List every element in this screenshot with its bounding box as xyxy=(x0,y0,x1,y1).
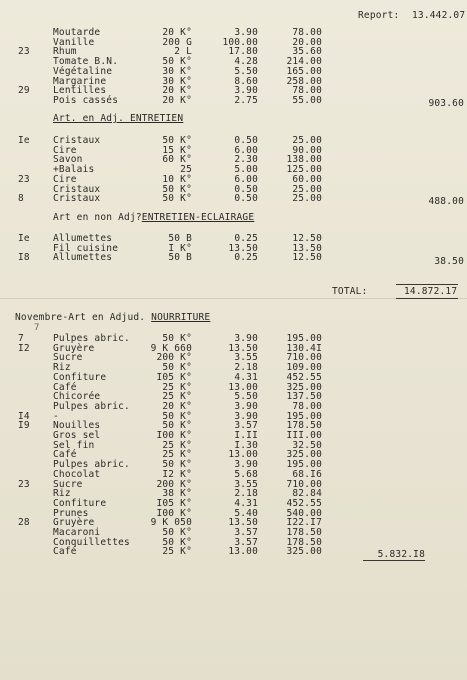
subtotal-rule-nourriture xyxy=(363,560,425,561)
row-total: 178.50 xyxy=(286,527,322,538)
row-item: +Balais xyxy=(53,164,95,176)
row-total: 68.I6 xyxy=(292,468,322,480)
row-price: 13.50 xyxy=(228,342,258,354)
row-price: 8.60 xyxy=(234,75,258,87)
row-qty: 200 G xyxy=(162,36,192,48)
row-qty: 50 K° xyxy=(162,459,192,471)
row-total: 25.00 xyxy=(292,183,322,195)
row-price: 2.30 xyxy=(234,154,258,166)
row-day: 8 xyxy=(18,193,24,205)
row-total: 178.50 xyxy=(286,536,322,548)
row-qty: 200 K° xyxy=(156,352,192,364)
row-total: 20.00 xyxy=(292,36,322,48)
row-price: 13.00 xyxy=(228,449,258,461)
row-day: 7 xyxy=(18,333,24,344)
row-qty: 60 K° xyxy=(162,154,192,166)
row-item: Tomate B.N. xyxy=(53,56,119,68)
row-qty: I05 K° xyxy=(156,371,192,383)
row-total: 540.00 xyxy=(286,507,322,519)
row-qty: I00 K° xyxy=(156,430,192,441)
row-item: Conquillettes xyxy=(53,536,130,548)
row-price: 3.90 xyxy=(234,410,258,422)
row-price: 5.40 xyxy=(234,507,258,519)
row-item: Végétaline xyxy=(53,65,113,77)
row-qty: 50 K° xyxy=(162,420,192,432)
row-item: Gros sel xyxy=(53,430,101,441)
row-total: 55.00 xyxy=(292,94,322,106)
row-total: 165.00 xyxy=(286,65,322,77)
row-total: 25.00 xyxy=(292,135,322,146)
row-item: Macaroni xyxy=(53,527,101,538)
row-item: Cristaux xyxy=(53,193,101,205)
row-total: 325.00 xyxy=(286,381,322,393)
row-qty: 10 K° xyxy=(162,173,192,185)
grand-total-value: 14.872.17 xyxy=(404,286,458,297)
row-item: Nouilles xyxy=(53,420,101,432)
row-qty: 50 B xyxy=(168,252,192,264)
row-qty: 25 K° xyxy=(162,546,192,558)
row-price: 2.18 xyxy=(234,488,258,500)
section-subtotal: 38.50 xyxy=(434,256,464,267)
row-price: 3.55 xyxy=(234,352,258,364)
row-item: Sucre xyxy=(53,352,83,364)
row-price: 100.00 xyxy=(222,36,258,48)
row-price: 0.50 xyxy=(234,183,258,195)
row-total: 130.4I xyxy=(286,342,322,354)
row-item: Chocolat xyxy=(53,468,101,480)
row-qty: 20 K° xyxy=(162,85,192,97)
row-price: 0.50 xyxy=(234,135,258,146)
row-price: 0.25 xyxy=(234,233,258,244)
row-price: 5.50 xyxy=(234,65,258,77)
total-rule-top xyxy=(396,284,458,285)
report-value: 13.442.07 xyxy=(412,10,466,21)
section-entretien-heading xyxy=(53,114,183,124)
heading-prefix: Art. en Adj. xyxy=(53,113,125,124)
row-item: Allumettes xyxy=(53,233,113,244)
row-total: 195.00 xyxy=(286,333,322,344)
row-price: 17.80 xyxy=(228,46,258,58)
row-total: 138.00 xyxy=(286,154,322,166)
row-total: 325.00 xyxy=(286,546,322,558)
row-item: Cristaux xyxy=(53,183,101,195)
row-day: Ie xyxy=(18,135,30,146)
row-qty: I K° xyxy=(168,242,192,254)
row-total: 12.50 xyxy=(292,233,322,244)
row-qty: 15 K° xyxy=(162,144,192,156)
row-total: 78.00 xyxy=(292,27,322,38)
row-total: 214.00 xyxy=(286,56,322,68)
row-total: 90.00 xyxy=(292,144,322,156)
row-total: 710.00 xyxy=(286,478,322,490)
row-qty: 25 K° xyxy=(162,449,192,461)
row-day: 23 xyxy=(18,46,30,58)
row-price: 3.90 xyxy=(234,85,258,97)
row-price: 4.31 xyxy=(234,497,258,509)
row-qty: 20 K° xyxy=(162,27,192,38)
row-total: 60.00 xyxy=(292,173,322,185)
row-item: Pulpes abric. xyxy=(53,400,130,412)
row-qty: 50 K° xyxy=(162,183,192,195)
section-eclairage-heading xyxy=(53,213,254,223)
row-item: Prunes xyxy=(53,507,89,519)
row-price: 5.68 xyxy=(234,468,258,480)
row-price: 3.90 xyxy=(234,27,258,38)
heading-title: NOURRITURE xyxy=(151,312,211,323)
row-day: 29 xyxy=(18,85,30,97)
row-day: 23 xyxy=(18,478,30,490)
row-total: 78.00 xyxy=(292,400,322,412)
row-item: Pois cassés xyxy=(53,94,119,106)
row-item: Confiture xyxy=(53,497,107,509)
row-day: I8 xyxy=(18,252,30,264)
row-qty: 2 L xyxy=(174,46,192,58)
row-price: 13.00 xyxy=(228,381,258,393)
row-item: Cristaux xyxy=(53,135,101,146)
row-price: I.30 xyxy=(234,439,258,451)
row-qty: 50 K° xyxy=(162,56,192,68)
row-price: 6.00 xyxy=(234,144,258,156)
row-price: 3.90 xyxy=(234,333,258,344)
row-price: 3.90 xyxy=(234,459,258,471)
row-total: 137.50 xyxy=(286,391,322,403)
row-qty: 50 K° xyxy=(162,536,192,548)
section-subtotal: 488.00 xyxy=(428,196,464,207)
row-price: 4.31 xyxy=(234,371,258,383)
heading-prefix: Novembre-Art en Adjud. xyxy=(15,312,146,323)
row-total: 325.00 xyxy=(286,449,322,461)
row-price: 3.57 xyxy=(234,536,258,548)
heading-prefix: Art en non Adj? xyxy=(53,212,142,223)
row-qty: 50 K° xyxy=(162,410,192,422)
row-total: 25.00 xyxy=(292,193,322,205)
row-price: 13.50 xyxy=(228,242,258,254)
row-day: Ie xyxy=(18,233,30,244)
row-total: III.00 xyxy=(286,430,322,441)
row-day: 28 xyxy=(18,517,30,529)
heading-title: ENTRETIEN xyxy=(129,113,184,124)
row-price: I.II xyxy=(234,430,258,441)
row-total: 35.60 xyxy=(292,46,322,58)
row-qty: I05 K° xyxy=(156,497,192,509)
row-qty: 50 K° xyxy=(162,193,192,205)
section-subtotal: 903.60 xyxy=(428,98,464,109)
row-total: 710.00 xyxy=(286,352,322,364)
row-price: 13.50 xyxy=(228,517,258,529)
row-price: 13.00 xyxy=(228,546,258,558)
row-total: 12.50 xyxy=(292,252,322,264)
row-price: 6.00 xyxy=(234,173,258,185)
row-item: Riz xyxy=(53,362,71,374)
grand-total-label: TOTAL: xyxy=(332,286,368,297)
row-total: 452.55 xyxy=(286,497,322,509)
row-item: Sucre xyxy=(53,478,83,490)
row-day: I2 xyxy=(18,342,30,354)
row-total: I22.I7 xyxy=(286,517,322,529)
row-day: 23 xyxy=(18,173,30,185)
row-qty: I00 K° xyxy=(156,507,192,519)
row-item: Vanille xyxy=(53,36,95,48)
row-item: Riz xyxy=(53,488,71,500)
row-qty: 50 K° xyxy=(162,333,192,344)
row-item: Rhum xyxy=(53,46,77,58)
row-total: 195.00 xyxy=(286,459,322,471)
row-item: Chicorée xyxy=(53,391,101,403)
total-rule-bottom xyxy=(396,298,458,299)
row-total: 109.00 xyxy=(286,362,322,374)
row-qty: 20 K° xyxy=(162,94,192,106)
row-item: Savon xyxy=(53,154,83,166)
row-qty: 25 K° xyxy=(162,381,192,393)
row-qty: 25 K° xyxy=(162,439,192,451)
row-qty: 20 K° xyxy=(162,400,192,412)
row-total: 82.84 xyxy=(292,488,322,500)
row-item: Allumettes xyxy=(53,252,113,264)
row-qty: 25 xyxy=(180,164,192,176)
row-total: 32.50 xyxy=(292,439,322,451)
row-total: 195.00 xyxy=(286,410,322,422)
row-day: I4 xyxy=(18,410,30,422)
row-price: 3.57 xyxy=(234,527,258,538)
row-item: Gruyère xyxy=(53,342,95,354)
section-subtotal: 5.832.I8 xyxy=(377,549,425,560)
heading-title: ENTRETIEN-ECLAIRAGE xyxy=(141,212,255,223)
row-qty: 38 K° xyxy=(162,488,192,500)
row-total: 258.00 xyxy=(286,75,322,87)
row-qty: I2 K° xyxy=(162,468,192,480)
row-item: Sel fin xyxy=(53,439,95,451)
row-qty: 9 K 050 xyxy=(150,517,192,529)
row-price: 3.55 xyxy=(234,478,258,490)
row-total: 78.00 xyxy=(292,85,322,97)
row-price: 4.28 xyxy=(234,56,258,68)
row-qty: 30 K° xyxy=(162,75,192,87)
row-item: Confiture xyxy=(53,371,107,383)
pencil-mark: 7 xyxy=(34,323,40,333)
row-price: 3.57 xyxy=(234,420,258,432)
row-total: 178.50 xyxy=(286,420,322,432)
row-total: 13.50 xyxy=(292,242,322,254)
row-price: 2.75 xyxy=(234,94,258,106)
row-qty: 30 K° xyxy=(162,65,192,77)
row-price: 2.18 xyxy=(234,362,258,374)
row-qty: 50 B xyxy=(168,233,192,244)
row-price: 0.50 xyxy=(234,193,258,205)
row-qty: 9 K 660 xyxy=(150,342,192,354)
row-item: Pulpes abric. xyxy=(53,459,130,471)
row-qty: 200 K° xyxy=(156,478,192,490)
row-day: I9 xyxy=(18,420,30,432)
row-item: Cire xyxy=(53,144,77,156)
row-item: Gruyère xyxy=(53,517,95,529)
row-total: 452.55 xyxy=(286,371,322,383)
row-item: Lentilles xyxy=(53,85,107,97)
row-item: Moutarde xyxy=(53,27,101,38)
row-item: Pulpes abric. xyxy=(53,333,130,344)
row-item: Café xyxy=(53,546,77,558)
row-qty: 50 K° xyxy=(162,362,192,374)
section-nourriture-heading xyxy=(15,313,210,323)
row-item: - xyxy=(53,410,59,422)
row-item: Café xyxy=(53,449,77,461)
row-price: 0.25 xyxy=(234,252,258,264)
row-item: Café xyxy=(53,381,77,393)
row-item: Cire xyxy=(53,173,77,185)
row-total: 125.00 xyxy=(286,164,322,176)
row-qty: 50 K° xyxy=(162,135,192,146)
row-item: Margarine xyxy=(53,75,107,87)
row-qty: 50 K° xyxy=(162,527,192,538)
row-price: 5.00 xyxy=(234,164,258,176)
report-label: Report: xyxy=(358,10,400,21)
row-price: 3.90 xyxy=(234,400,258,412)
row-price: 5.50 xyxy=(234,391,258,403)
row-item: Fil cuisine xyxy=(53,242,119,254)
row-qty: 25 K° xyxy=(162,391,192,403)
